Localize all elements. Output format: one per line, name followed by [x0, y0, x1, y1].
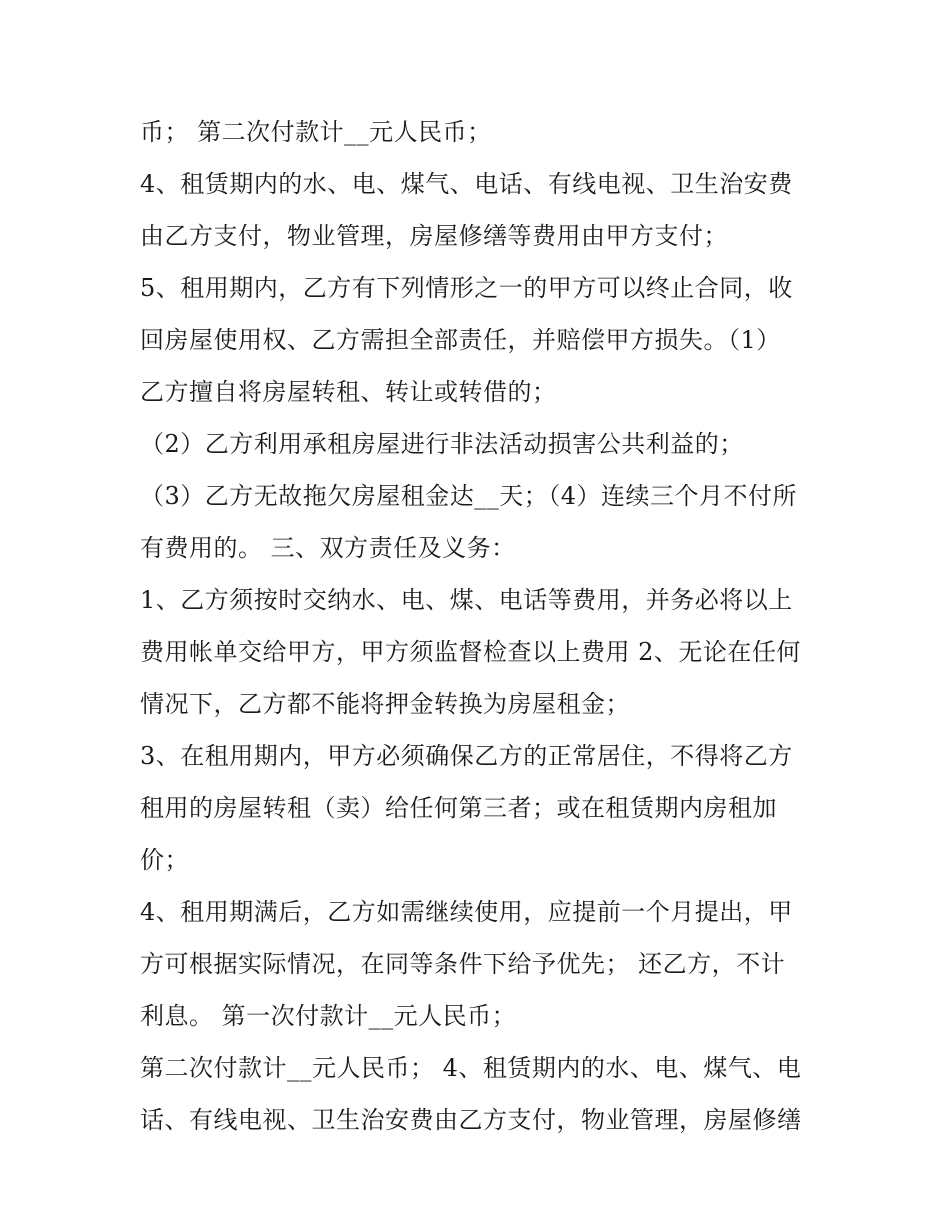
text-line: 5、租用期内，乙方有下列情形之一的甲方可以终止合同，收 — [140, 274, 793, 302]
text-line: 4、租赁期内的水、电、煤气、电话、有线电视、卫生治安费 — [140, 170, 793, 198]
text-line: 话、有线电视、卫生治安费由乙方支付，物业管理，房屋修缮 — [140, 1106, 802, 1134]
text-line: 租用的房屋转租（卖）给任何第三者；或在租赁期内房租加 — [140, 794, 777, 822]
text-line: 有费用的。 三、双方责任及义务： — [140, 534, 516, 562]
text-line: 4、租用期满后，乙方如需继续使用，应提前一个月提出，甲 — [140, 898, 793, 926]
text-line: 乙方擅自将房屋转租、转让或转借的； — [140, 378, 557, 406]
document-body — [140, 106, 830, 1146]
text-line: 方可根据实际情况，在同等条件下给予优先； 还乙方，不计 — [140, 950, 786, 978]
text-line: （2）乙方利用承租房屋进行非法活动损害公共利益的； — [140, 430, 744, 458]
text-line: 情况下，乙方都不能将押金转换为房屋租金； — [140, 690, 630, 718]
text-line: 币； 第二次付款计__元人民币； — [140, 118, 492, 146]
text-line: 利息。 第一次付款计__元人民币； — [140, 1002, 517, 1030]
text-line: 3、在租用期内，甲方必须确保乙方的正常居住，不得将乙方 — [140, 742, 793, 770]
text-line: （3）乙方无故拖欠房屋租金达__天；（4）连续三个月不付所 — [140, 482, 798, 510]
text-line: 1、乙方须按时交纳水、电、煤、电话等费用，并务必将以上 — [140, 586, 793, 614]
text-line: 第二次付款计__元人民币； 4、租赁期内的水、电、煤气、电 — [140, 1054, 802, 1082]
text-line: 由乙方支付，物业管理，房屋修缮等费用由甲方支付； — [140, 222, 728, 250]
text-line: 费用帐单交给甲方，甲方须监督检查以上费用 2、无论在任何 — [140, 638, 801, 666]
text-line: 价； — [140, 846, 189, 874]
text-line: 回房屋使用权、乙方需担全部责任，并赔偿甲方损失。（1） — [140, 326, 781, 354]
